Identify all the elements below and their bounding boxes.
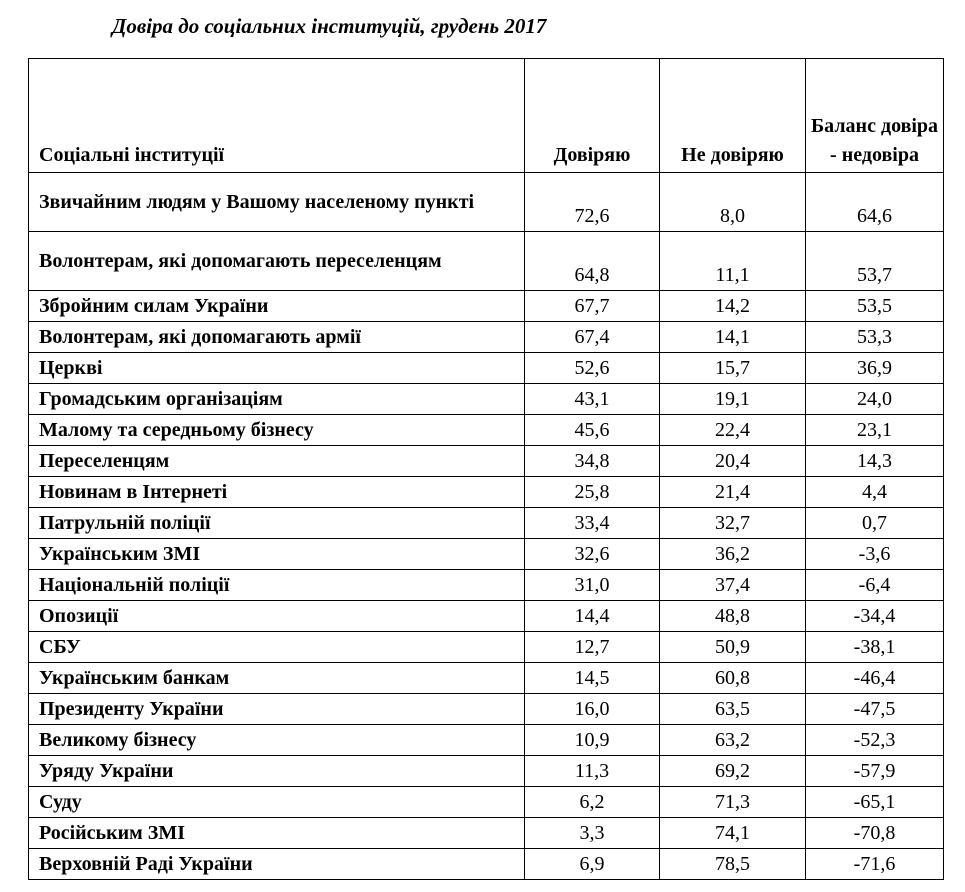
distrust-value: 32,7 xyxy=(660,508,806,539)
document-title: Довіра до соціальних інституцій, грудень 2017 xyxy=(112,14,547,38)
trust-value: 33,4 xyxy=(525,508,660,539)
institution-name: Національній поліції xyxy=(29,570,525,601)
table-row xyxy=(29,446,944,477)
trust-value: 12,7 xyxy=(525,632,660,663)
institution-name: Українським ЗМІ xyxy=(29,539,525,570)
trust-value: 14,5 xyxy=(525,663,660,694)
header-institution: Соціальні інституції xyxy=(29,59,525,173)
institution-name: СБУ xyxy=(29,632,525,663)
balance-value: -47,5 xyxy=(806,694,944,725)
table-row xyxy=(29,787,944,818)
table-row xyxy=(29,353,944,384)
institution-name: Уряду України xyxy=(29,756,525,787)
table-row xyxy=(29,849,944,880)
balance-value: -71,6 xyxy=(806,849,944,880)
distrust-value: 14,1 xyxy=(660,322,806,353)
trust-value: 67,4 xyxy=(525,322,660,353)
trust-value: 6,9 xyxy=(525,849,660,880)
distrust-value: 74,1 xyxy=(660,818,806,849)
institution-name: Церкві xyxy=(29,353,525,384)
balance-value: -3,6 xyxy=(806,539,944,570)
institution-name: Новинам в Інтернеті xyxy=(29,477,525,508)
balance-value: 36,9 xyxy=(806,353,944,384)
trust-value: 64,8 xyxy=(525,232,660,291)
distrust-value: 20,4 xyxy=(660,446,806,477)
table-row xyxy=(29,322,944,353)
balance-value: 53,5 xyxy=(806,291,944,322)
header-distrust: Не довіряю xyxy=(660,59,806,173)
trust-value: 6,2 xyxy=(525,787,660,818)
trust-value: 43,1 xyxy=(525,384,660,415)
trust-value: 72,6 xyxy=(525,173,660,232)
institution-name: Патрульній поліції xyxy=(29,508,525,539)
header-trust: Довіряю xyxy=(525,59,660,173)
table-row xyxy=(29,756,944,787)
balance-value: 53,3 xyxy=(806,322,944,353)
balance-value: 0,7 xyxy=(806,508,944,539)
table-row xyxy=(29,570,944,601)
institution-name: Переселенцям xyxy=(29,446,525,477)
table-row xyxy=(29,694,944,725)
trust-value: 25,8 xyxy=(525,477,660,508)
balance-value: -52,3 xyxy=(806,725,944,756)
trust-value: 3,3 xyxy=(525,818,660,849)
balance-value: 4,4 xyxy=(806,477,944,508)
distrust-value: 19,1 xyxy=(660,384,806,415)
trust-value: 10,9 xyxy=(525,725,660,756)
trust-table xyxy=(28,58,944,880)
distrust-value: 8,0 xyxy=(660,173,806,232)
institution-name: Верховній Раді України xyxy=(29,849,525,880)
trust-value: 14,4 xyxy=(525,601,660,632)
distrust-value: 22,4 xyxy=(660,415,806,446)
balance-value: 53,7 xyxy=(806,232,944,291)
institution-name: Громадським організаціям xyxy=(29,384,525,415)
distrust-value: 69,2 xyxy=(660,756,806,787)
trust-value: 45,6 xyxy=(525,415,660,446)
distrust-value: 63,5 xyxy=(660,694,806,725)
header-balance: Баланс довіра - недовіра xyxy=(806,59,944,173)
institution-name: Президенту України xyxy=(29,694,525,725)
table-row xyxy=(29,291,944,322)
institution-name: Суду xyxy=(29,787,525,818)
table-row xyxy=(29,663,944,694)
distrust-value: 50,9 xyxy=(660,632,806,663)
institution-name: Опозиції xyxy=(29,601,525,632)
institution-name: Звичайним людям у Вашому населеному пункті xyxy=(29,173,525,232)
distrust-value: 14,2 xyxy=(660,291,806,322)
table-header-row xyxy=(29,59,944,173)
balance-value: -38,1 xyxy=(806,632,944,663)
institution-name: Малому та середньому бізнесу xyxy=(29,415,525,446)
distrust-value: 15,7 xyxy=(660,353,806,384)
balance-value: 23,1 xyxy=(806,415,944,446)
trust-value: 31,0 xyxy=(525,570,660,601)
balance-value: -57,9 xyxy=(806,756,944,787)
table-row xyxy=(29,818,944,849)
distrust-value: 60,8 xyxy=(660,663,806,694)
institution-name: Російським ЗМІ xyxy=(29,818,525,849)
trust-value: 16,0 xyxy=(525,694,660,725)
balance-value: -65,1 xyxy=(806,787,944,818)
distrust-value: 11,1 xyxy=(660,232,806,291)
distrust-value: 36,2 xyxy=(660,539,806,570)
table-row xyxy=(29,508,944,539)
balance-value: -6,4 xyxy=(806,570,944,601)
balance-value: 14,3 xyxy=(806,446,944,477)
institution-name: Українським банкам xyxy=(29,663,525,694)
balance-value: 64,6 xyxy=(806,173,944,232)
institution-name: Збройним силам України xyxy=(29,291,525,322)
table-row xyxy=(29,632,944,663)
trust-value: 52,6 xyxy=(525,353,660,384)
institution-name: Волонтерам, які допомагають переселенцям xyxy=(29,232,525,291)
balance-value: 24,0 xyxy=(806,384,944,415)
balance-value: -70,8 xyxy=(806,818,944,849)
table-row xyxy=(29,601,944,632)
trust-value: 34,8 xyxy=(525,446,660,477)
table-row xyxy=(29,232,944,291)
institution-name: Волонтерам, які допомагають армії xyxy=(29,322,525,353)
distrust-value: 63,2 xyxy=(660,725,806,756)
distrust-value: 71,3 xyxy=(660,787,806,818)
institution-name: Великому бізнесу xyxy=(29,725,525,756)
distrust-value: 48,8 xyxy=(660,601,806,632)
table-row xyxy=(29,173,944,232)
trust-value: 32,6 xyxy=(525,539,660,570)
table-row xyxy=(29,415,944,446)
distrust-value: 78,5 xyxy=(660,849,806,880)
distrust-value: 21,4 xyxy=(660,477,806,508)
table-body xyxy=(29,173,944,880)
trust-value: 11,3 xyxy=(525,756,660,787)
trust-value: 67,7 xyxy=(525,291,660,322)
table-row xyxy=(29,725,944,756)
table-row xyxy=(29,539,944,570)
balance-value: -34,4 xyxy=(806,601,944,632)
distrust-value: 37,4 xyxy=(660,570,806,601)
table-row xyxy=(29,384,944,415)
table-row xyxy=(29,477,944,508)
balance-value: -46,4 xyxy=(806,663,944,694)
